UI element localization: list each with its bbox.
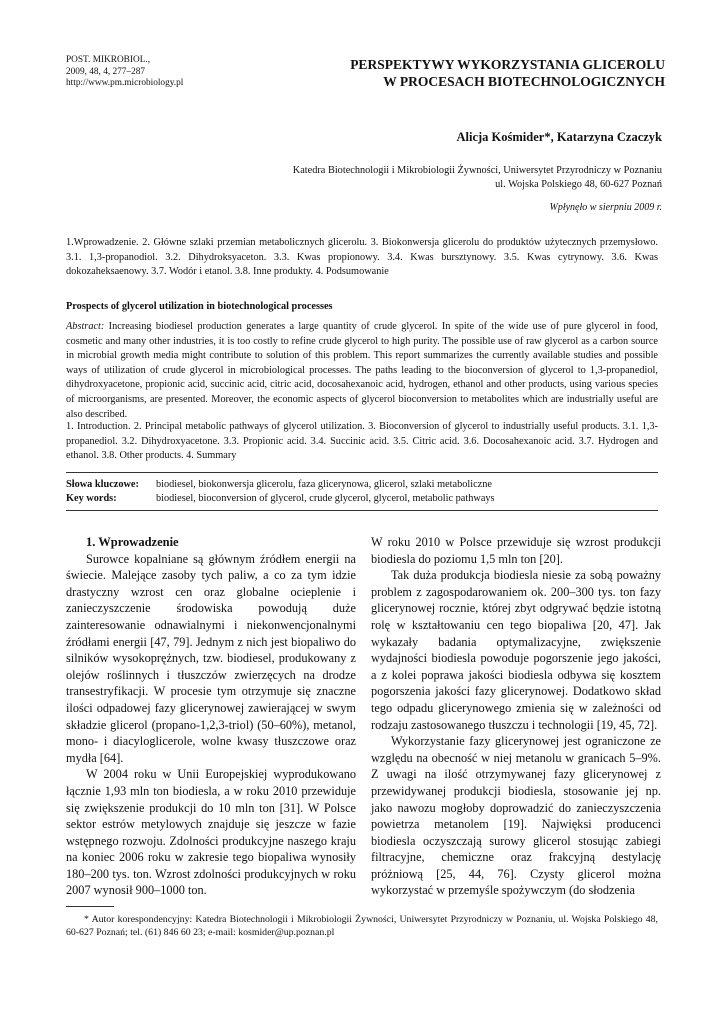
article-title <box>300 56 665 90</box>
table-of-contents-en: 1. Introduction. 2. Principal metabolic pathways of glycerol utilization. 3. Bioconversion of glycerol to industrially useful products. 3.1. 1,3-propanediol. 3.2. Dihydroxyacetone. 3.3. Propionic acid. 3.4. Succinic acid. 3.5. Citric acid. 3.6. Docosahexanoic acid. 3.7. Hydrogen and ethanol. 3.8. Other products. 4. Summary <box>66 421 658 462</box>
keywords-en-text: biodiesel, bioconversion of glycerol, crude glycerol, glycerol, metabolic pathways <box>156 493 495 504</box>
keywords-en-row <box>66 492 495 506</box>
paragraph-4: Tak duża produkcja biodiesla niesie za sobą poważny problem z zagospodarowaniem ok. 200–300 tys. ton fazy glicerynowej rocznie, której zbyt odgrywać będzie istotną rolę w kształtowaniu cen tego biopaliwa [20, 47]. Jak wykazały badania optymalizacyjne, zwiększenie wydajności biodiesla powoduje pogorszenie jego jakości, a z kolei poprawa jakości biodiesla odbywa się kosztem pogorszenia jakości fazy glicerynowej. Dodatkowo skład tego odpadu glicerynowego zmienia się w zależności od rodzaju zastosowanego tłuszczu i technologii [19, 45, 72]. <box>371 568 661 732</box>
journal-url[interactable]: http://www.pm.microbiology.pl <box>66 78 184 88</box>
table-of-contents-pl: 1.Wprowadzenie. 2. Główne szlaki przemian metabolicznych glicerolu. 3. Biokonwersja glicerolu do produktów użytecznych przemysłowo. 3.1. 1,3-propanodiol. 3.2. Dihydroksyaceton. 3.3. Kwas propionowy. 3.4. Kwas bursztynowy. 3.5. Kwas cytrynowy. 3.6. Kwas dokozaheksaenowy. 3.7. Wodór i etanol. 3.8. Inne produkty. 4. Podsumowanie <box>66 237 658 278</box>
footnote-text: * Autor korespondencyjny: Katedra Biotechnologii i Mikrobiologii Żywności, Uniwersytet Przyrodniczy w Poznaniu, ul. Wojska Polskiego 48, 60-627 Poznań; tel. (61) 846 60 23; e-mail: kosmider@up.poznan.pl <box>66 914 658 938</box>
divider-top <box>66 472 658 473</box>
paragraph-3: W roku 2010 w Polsce przewiduje się wzrost produkcji biodiesla do poziomu 1,5 mln ton [20]. <box>371 535 661 566</box>
affiliation-line-2: ul. Wojska Polskiego 48, 60-627 Poznań <box>495 179 662 190</box>
paragraph-2: W 2004 roku w Unii Europejskiej wyprodukowano łącznie 1,93 mln ton biodiesla, a w roku 2010 przewiduje się zwiększenie produkcji do 10 mln ton [31]. W Polsce sektor estrów metylowych znajduje się jeszcze w fazie wstępnego rozwoju. Zdolności produkcyjne naszego kraju na koniec 2006 roku w zakresie tego biopaliwa wynosiły 180–200 tys. ton. Wzrost zdolności produkcyjnych w roku 2007 wynosił 900–1000 ton. <box>66 767 356 898</box>
column-left <box>66 534 356 899</box>
paragraph-1: Surowce kopalniane są głównym źródłem energii na świecie. Malejące zasoby tych paliw, a co za tym idzie drastyczny wzrost cen oraz globalne ocieplenie i zanieczyszczenie środowiska powodują duże zainteresowanie odnawialnymi i niekonwencjonalnymi źródłami energii [47, 79]. Jednym z nich jest biopaliwo do silników wysokoprężnych, tzw. biodiesel, produkowany z olejów roślinnych i tłuszczów zwierzęcych na drodze transestryfikacji. W procesie tym otrzymuje się znaczne ilości odpadowej fazy glicerynowej zawierającej w swym składzie glicerol (propano-1,2,3-triol) (50–60%), metanol, mono- i diacyloglicerole, wolne kwasy tłuszczowe oraz mydła [64]. <box>66 551 356 765</box>
column-right <box>371 534 661 899</box>
received-date: Wpłynęło w sierpniu 2009 r. <box>549 202 662 213</box>
footnote-rule <box>66 906 114 907</box>
journal-citation <box>66 55 183 90</box>
journal-name: POST. MIKROBIOL., <box>66 55 151 65</box>
affiliation-line-1: Katedra Biotechnologii i Mikrobiologii Żywności, Uniwersytet Przyrodniczy w Poznaniu <box>292 165 662 176</box>
keywords-pl-row <box>66 478 495 492</box>
divider-bottom <box>66 510 658 511</box>
keywords-pl-text: biodiesel, biokonwersja glicerolu, faza glicerynowa, glicerol, szlaki metaboliczne <box>156 479 492 490</box>
abstract-text: Increasing biodiesel production generates a large quantity of crude glycerol. In spite of the wide use of pure glycerol in food, cosmetic and many other industries, it is too costly to refine crude glycerol to high purity. The possible use of raw glycerol as a carbon source in microbial growth media might contribute to solution of this problem. This report summarizes the currently available studies and possible ways of utilization of crude glycerol in microbiological processes. The paths leading to the bioconversion of glycerol to 1,3-propanediol, dihydroxyacetone, propionic acid, succinic acid, citric acid, docosahexanoic acid, hydrogen, ethanol and other products, using various species of microorganisms, are presented. Moreover, the economic aspects of glycerol bioconversion to metabolites which are industrially useful are also described. <box>66 321 658 420</box>
title-line-1: PERSPEKTYWY WYKORZYSTANIA GLICEROLU <box>350 57 665 72</box>
abstract <box>66 320 658 422</box>
section-heading: 1. Wprowadzenie <box>86 535 179 549</box>
keywords-en-label: Key words: <box>66 493 117 504</box>
english-title: Prospects of glycerol utilization in biotechnological processes <box>66 301 333 312</box>
abstract-label: Abstract: <box>66 321 105 332</box>
affiliation <box>293 164 662 192</box>
paragraph-5: Wykorzystanie fazy glicerynowej jest ograniczone ze względu na obecność w niej metanolu w granicach 5–9%. Z uwagi na ilość otrzymywanej fazy glicerynowej z przewidywanej produkcji biodiesla, stosowanie jej np. jako nawozu mogłoby doprowadzić do zanieczyszczenia powietrza metanolem [19]. Najwięksi producenci biodiesla oczyszczają surowy glicerol stosując zabiegi filtracyjne, chemiczne oraz frakcyjną destylację próżniową [25, 44, 76]. Czysty glicerol można wykorzystać w przemyśle spożywczym (do słodzenia <box>371 734 661 898</box>
keywords-pl-label: Słowa kluczowe: <box>66 479 139 490</box>
authors: Alicja Kośmider*, Katarzyna Czaczyk <box>456 130 662 144</box>
title-line-2: W PROCESACH BIOTECHNOLOGICZNYCH <box>383 74 665 89</box>
keywords <box>66 478 495 506</box>
journal-volume: 2009, 48, 4, 277–287 <box>66 66 146 77</box>
footnote <box>66 913 658 939</box>
